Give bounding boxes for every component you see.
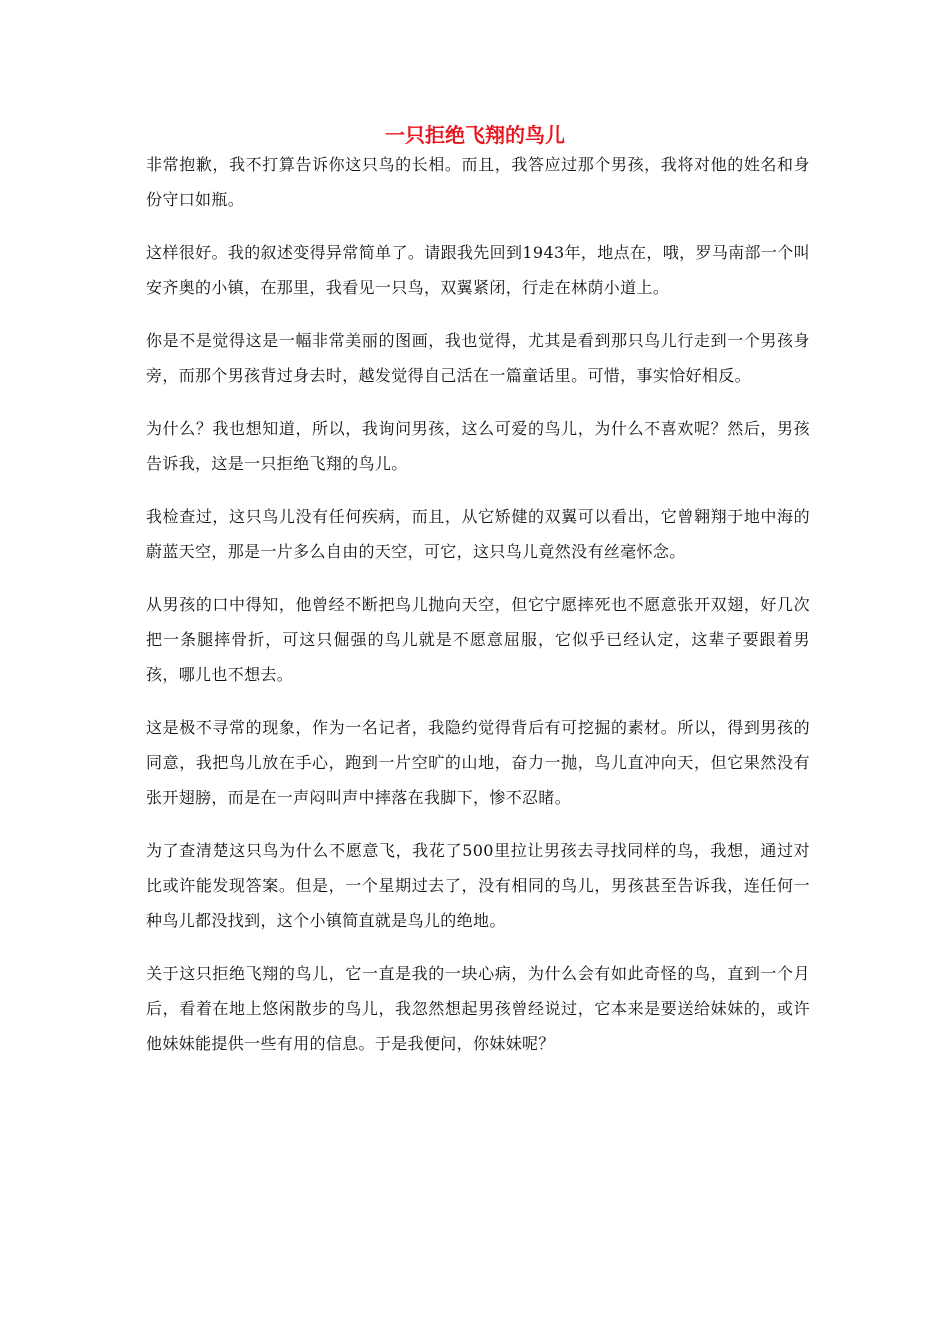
paragraph-3: 你是不是觉得这是一幅非常美丽的图画，我也觉得，尤其是看到那只鸟儿行走到一个男孩身旁，而那个男孩背过身去时，越发觉得自己活在一篇童话里。可惜，事实恰好相反。 bbox=[146, 331, 810, 385]
paragraph-8: 为了查清楚这只鸟为什么不愿意飞，我花了500里拉让男孩去寻找同样的鸟，我想，通过对比或许能发现答案。但是，一个星期过去了，没有相同的鸟儿，男孩甚至告诉我，连任何一种鸟儿都没找到，这个小镇简直就是鸟儿的绝地。 bbox=[146, 841, 810, 930]
paragraph-6: 从男孩的口中得知，他曾经不断把鸟儿抛向天空，但它宁愿摔死也不愿意张开双翅，好几次把一条腿摔骨折，可这只倔强的鸟儿就是不愿意屈服，它似乎已经认定，这辈子要跟着男孩，哪儿也不想去。 bbox=[146, 595, 810, 684]
paragraph-2: 这样很好。我的叙述变得异常简单了。请跟我先回到1943年，地点在，哦，罗马南部一个叫安齐奥的小镇，在那里，我看见一只鸟，双翼紧闭，行走在林荫小道上。 bbox=[146, 243, 810, 297]
paragraph-1: 非常抱歉，我不打算告诉你这只鸟的长相。而且，我答应过那个男孩，我将对他的姓名和身份守口如瓶。 bbox=[146, 155, 810, 209]
paragraph-7: 这是极不寻常的现象，作为一名记者，我隐约觉得背后有可挖掘的素材。所以，得到男孩的同意，我把鸟儿放在手心，跑到一片空旷的山地，奋力一抛，鸟儿直冲向天，但它果然没有张开翅膀，而是在一声闷叫声中摔落在我脚下，惨不忍睹。 bbox=[146, 718, 810, 807]
paragraph-9: 关于这只拒绝飞翔的鸟儿，它一直是我的一块心病，为什么会有如此奇怪的鸟，直到一个月后，看着在地上悠闲散步的鸟儿，我忽然想起男孩曾经说过，它本来是要送给妹妹的，或许他妹妹能提供一些有用的信息。于是我便问，你妹妹呢？ bbox=[146, 964, 810, 1053]
paragraph-4: 为什么？我也想知道，所以，我询问男孩，这么可爱的鸟儿，为什么不喜欢呢？然后，男孩告诉我，这是一只拒绝飞翔的鸟儿。 bbox=[146, 419, 810, 473]
article-title: 一只拒绝飞翔的鸟儿 bbox=[385, 123, 565, 147]
article-body bbox=[146, 147, 810, 1079]
paragraph-5: 我检查过，这只鸟儿没有任何疾病，而且，从它矫健的双翼可以看出，它曾翱翔于地中海的蔚蓝天空，那是一片多么自由的天空，可它，这只鸟儿竟然没有丝毫怀念。 bbox=[146, 507, 810, 561]
